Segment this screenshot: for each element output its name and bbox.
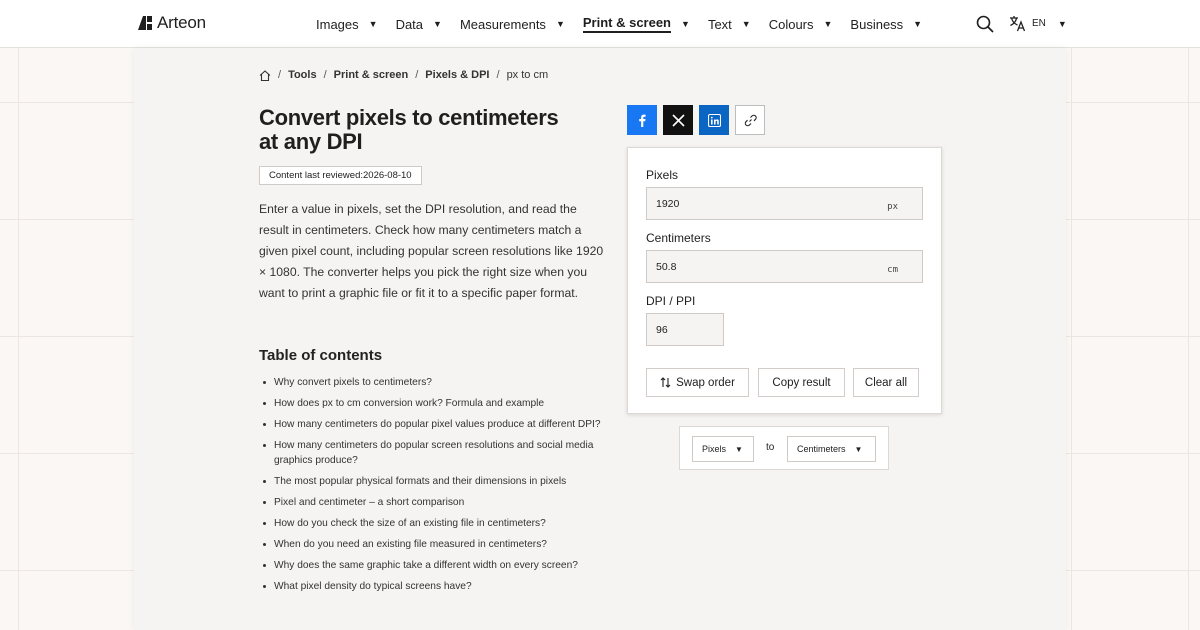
table-of-contents xyxy=(274,375,614,600)
breadcrumb: / Tools / Print & screen / Pixels & DPI / px to cm xyxy=(259,69,548,81)
toc-item[interactable]: What pixel density do typical screens have? xyxy=(274,579,614,594)
facebook-icon xyxy=(636,114,649,127)
nav-item-text[interactable]: Text ▼ xyxy=(707,16,751,32)
caret-down-icon: ▼ xyxy=(555,19,565,29)
converter-card xyxy=(627,147,942,414)
centimeters-label: Centimeters xyxy=(646,231,711,245)
unit-selector xyxy=(679,426,889,470)
search-icon[interactable] xyxy=(976,15,994,33)
nav-item-measurements[interactable]: Measurements ▼ xyxy=(459,16,565,32)
toc-item[interactable]: The most popular physical formats and their dimensions in pixels xyxy=(274,474,614,489)
nav-item-business[interactable]: Business ▼ xyxy=(850,16,923,32)
toc-item[interactable]: How many centimeters do popular screen resolutions and social media graphics produce? xyxy=(274,438,614,468)
copy-result-button[interactable]: Copy result xyxy=(758,368,845,397)
link-icon xyxy=(744,114,757,127)
pixels-input[interactable]: 1920 px xyxy=(646,187,923,220)
share-linkedin-button[interactable] xyxy=(699,105,729,135)
translate-icon xyxy=(1009,15,1026,32)
linkedin-icon xyxy=(708,114,721,127)
toc-title: Table of contents xyxy=(259,347,383,364)
swap-order-button[interactable]: Swap order xyxy=(646,368,749,397)
main-nav xyxy=(316,0,940,48)
breadcrumb-pixels-dpi[interactable]: Pixels & DPI xyxy=(425,69,490,81)
language-switcher[interactable] xyxy=(1009,15,1067,32)
swap-icon xyxy=(660,377,671,388)
to-label: to xyxy=(766,442,775,453)
intro-text: Enter a value in pixels, set the DPI resolution, and read the result in centimeters. Check how many centimeters match a given pixel count, including popular screen resolutions like 1920 × 1080. The converter helps you pick the right size when you want to print a graphic file or fit it to a specific paper format. xyxy=(259,202,604,300)
caret-down-icon: ▼ xyxy=(741,19,751,29)
pixels-unit: px xyxy=(887,202,898,212)
page-title: Convert pixels to centimeters at any DPI xyxy=(259,105,559,154)
centimeters-unit: cm xyxy=(887,265,898,275)
top-navigation xyxy=(0,0,1200,48)
toc-item[interactable]: When do you need an existing file measured in centimeters? xyxy=(274,537,614,552)
toc-item[interactable]: Pixel and centimeter – a short comparison xyxy=(274,495,614,510)
clear-all-button[interactable]: Clear all xyxy=(853,368,919,397)
nav-item-data[interactable]: Data ▼ xyxy=(395,16,442,32)
breadcrumb-current: px to cm xyxy=(506,69,549,81)
pixels-label: Pixels xyxy=(646,168,679,182)
language-code: EN xyxy=(1032,18,1046,29)
toc-item[interactable]: How do you check the size of an existing file in centimeters? xyxy=(274,516,614,531)
breadcrumb-print-screen[interactable]: Print & screen xyxy=(333,69,409,81)
brand-logo[interactable] xyxy=(137,13,206,33)
breadcrumb-tools[interactable]: Tools xyxy=(288,69,317,81)
toc-item[interactable]: Why convert pixels to centimeters? xyxy=(274,375,614,390)
caret-down-icon: ▼ xyxy=(1057,18,1067,29)
caret-down-icon: ▼ xyxy=(735,444,743,454)
brand-logo-icon xyxy=(137,15,153,31)
x-icon xyxy=(672,114,685,127)
toc-item[interactable]: Why does the same graphic take a different width on every screen? xyxy=(274,558,614,573)
caret-down-icon: ▼ xyxy=(823,19,833,29)
reviewed-badge: Content last reviewed:2026-08-10 xyxy=(259,166,422,185)
caret-down-icon: ▼ xyxy=(368,19,378,29)
home-icon[interactable] xyxy=(259,70,271,81)
dpi-label: DPI / PPI xyxy=(646,294,696,308)
copy-link-button[interactable] xyxy=(735,105,765,135)
toc-item[interactable]: How does px to cm conversion work? Formula and example xyxy=(274,396,614,411)
caret-down-icon: ▼ xyxy=(433,19,442,29)
toc-item[interactable]: How many centimeters do popular pixel values produce at different DPI? xyxy=(274,417,614,432)
share-facebook-button[interactable] xyxy=(627,105,657,135)
share-x-button[interactable] xyxy=(663,105,693,135)
nav-item-colours[interactable]: Colours ▼ xyxy=(768,16,833,32)
nav-item-images[interactable]: Images ▼ xyxy=(316,16,378,32)
to-unit-select[interactable]: Centimeters ▼ xyxy=(787,436,876,462)
caret-down-icon: ▼ xyxy=(681,19,690,29)
caret-down-icon: ▼ xyxy=(854,444,863,454)
centimeters-input[interactable]: 50.8 cm xyxy=(646,250,923,283)
from-unit-select[interactable]: Pixels ▼ xyxy=(692,436,754,462)
nav-item-print-screen[interactable]: Print & screen ▼ xyxy=(583,0,690,48)
brand-name: Arteon xyxy=(157,13,206,32)
caret-down-icon: ▼ xyxy=(913,19,923,29)
dpi-input[interactable]: 96 xyxy=(646,313,724,346)
